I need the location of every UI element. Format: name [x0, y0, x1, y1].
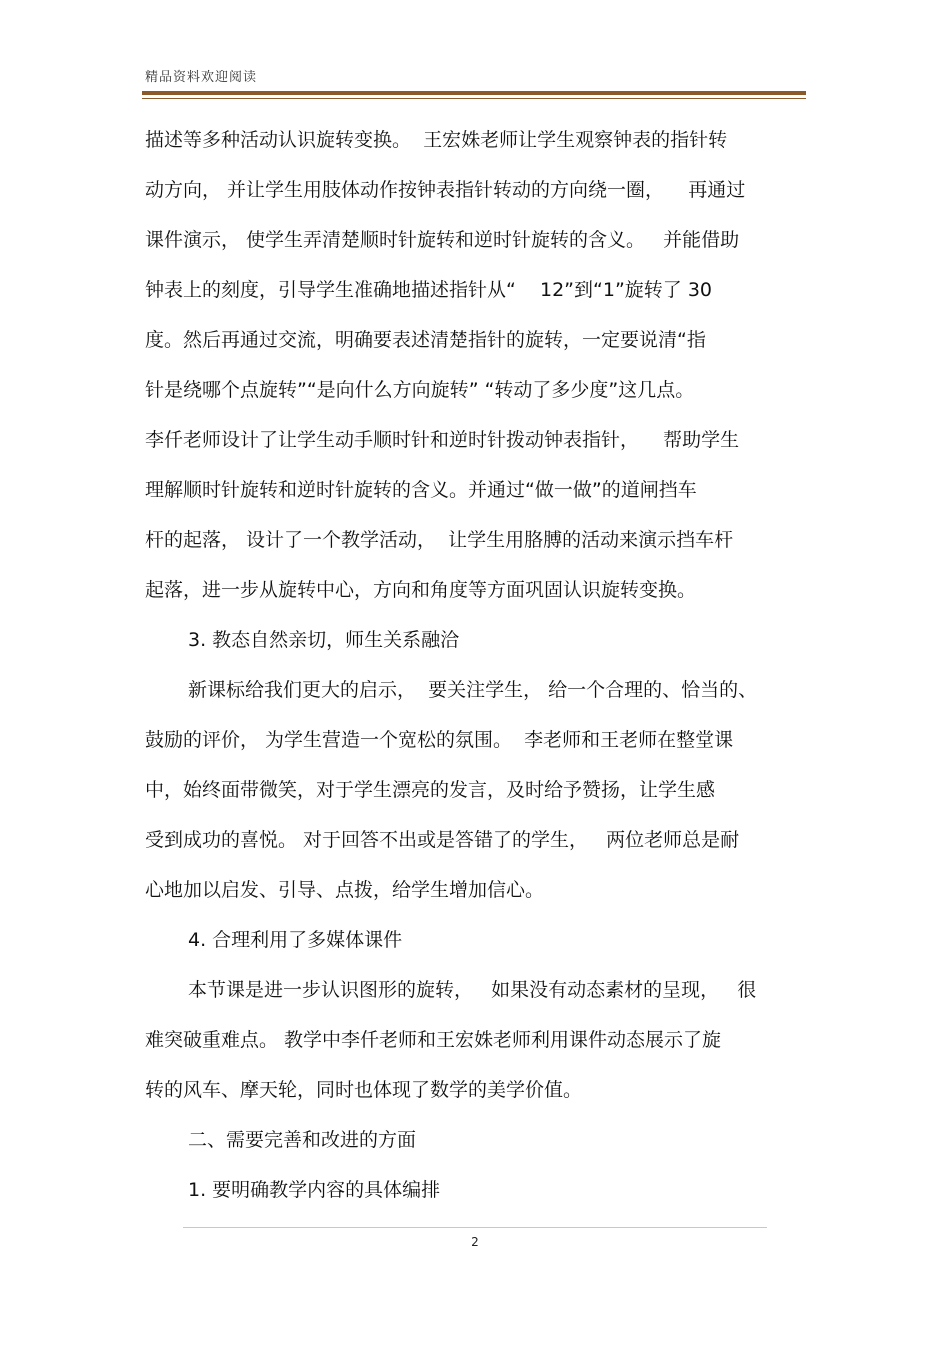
text-line: 中，始终面带微笑，对于学生漂亮的发言，及时给予赞扬，让学生感: [145, 779, 716, 801]
footer-rule: [183, 1227, 767, 1228]
page-number: 2: [471, 1235, 479, 1249]
section-heading: 3. 教态自然亲切，师生关系融洽: [188, 629, 460, 651]
text-line: 起落，进一步从旋转中心，方向和角度等方面巩固认识旋转变换。: [145, 579, 697, 601]
header-rule-thick: [142, 91, 806, 95]
header-text: 精品资料欢迎阅读: [145, 70, 258, 85]
text-line: 难突破重难点。 教学中李仟老师和王宏姝老师利用课件动态展示了旋: [145, 1029, 722, 1051]
header-rule-thin: [142, 98, 806, 99]
section-heading: 4. 合理利用了多媒体课件: [188, 929, 403, 951]
text-line: 新课标给我们更大的启示， 要关注学生， 给一个合理的、恰当的、: [188, 679, 758, 701]
text-line: 本节课是进一步认识图形的旋转， 如果没有动态素材的呈现， 很: [188, 979, 757, 1001]
section-heading: 二、需要完善和改进的方面: [188, 1129, 417, 1151]
text-line: 针是绕哪个点旋转”“是向什么方向旋转” “转动了多少度”这几点。: [145, 379, 695, 401]
text-line: 受到成功的喜悦。 对于回答不出或是答错了的学生， 两位老师总是耐: [145, 829, 740, 851]
text-line: 课件演示， 使学生弄清楚顺时针旋转和逆时针旋转的含义。 并能借助: [145, 229, 740, 251]
text-line: 鼓励的评价， 为学生营造一个宽松的氛围。 李老师和王老师在整堂课: [145, 729, 734, 751]
text-line: 心地加以启发、引导、点拨，给学生增加信心。: [145, 879, 545, 901]
text-line: 描述等多种活动认识旋转变换。 王宏姝老师让学生观察钟表的指针转: [145, 129, 728, 151]
text-line: 李仟老师设计了让学生动手顺时针和逆时针拨动钟表指针， 帮助学生: [145, 429, 740, 451]
text-line: 钟表上的刻度，引导学生准确地描述指针从“ 12”到“1”旋转了 30: [145, 279, 713, 301]
text-line: 杆的起落， 设计了一个教学活动， 让学生用胳膊的活动来演示挡车杆: [145, 529, 734, 551]
text-line: 度。然后再通过交流，明确要表述清楚指针的旋转，一定要说清“指: [145, 329, 706, 351]
section-heading: 1. 要明确教学内容的具体编排: [188, 1179, 441, 1201]
text-line: 转的风车、摩天轮，同时也体现了数学的美学价值。: [145, 1079, 583, 1101]
text-line: 动方向， 并让学生用肢体动作按钟表指针转动的方向绕一圈， 再通过: [145, 179, 746, 201]
text-line: 理解顺时针旋转和逆时针旋转的含义。并通过“做一做”的道闸挡车: [145, 479, 697, 501]
